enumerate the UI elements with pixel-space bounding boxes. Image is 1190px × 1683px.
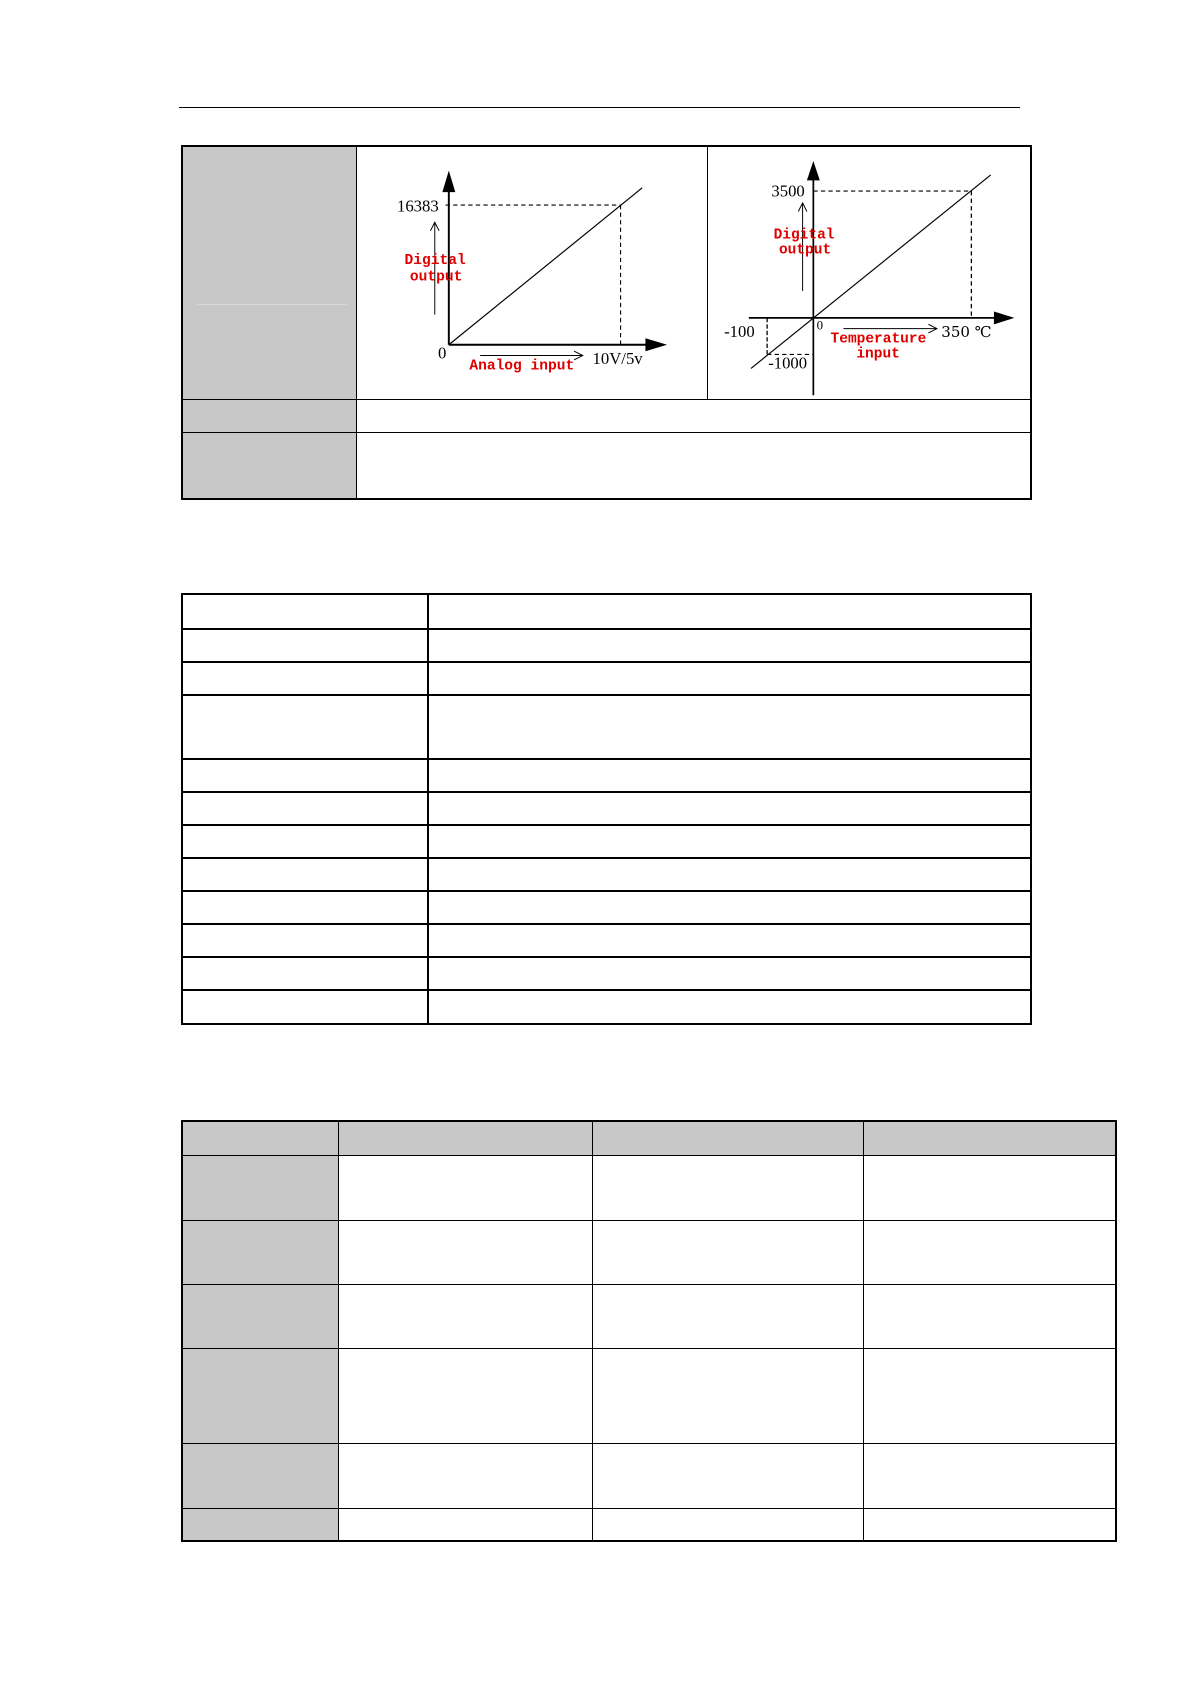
table-row [182,629,1031,662]
table-cell [182,629,428,662]
table-cell [592,1443,863,1508]
x-max-label: 10V/5v [591,349,643,369]
table-cell [338,1220,592,1284]
x-max-label: 350 ℃ [940,323,992,342]
y-max-label: 3500 [770,181,805,201]
row-header-cell [182,146,356,399]
table-cell [863,1284,1116,1348]
row-header-cell [182,1155,338,1220]
row-header-cell [182,1284,338,1348]
table-cell [863,1348,1116,1443]
header-rule [179,107,1020,108]
table-cell [182,759,428,792]
analog-input-diagram [357,147,707,399]
table-row [182,1443,1116,1508]
table-row [182,1348,1116,1443]
table-cell [428,891,1031,924]
header-cell [182,1121,338,1155]
table-cell [592,1348,863,1443]
table-row [182,891,1031,924]
table-row [182,858,1031,891]
table-cell [428,825,1031,858]
table-cell [592,1155,863,1220]
table-row [182,759,1031,792]
characteristics-table [181,145,1032,500]
table-cell [428,924,1031,957]
table-cell [592,1508,863,1541]
table-cell [428,594,1031,629]
table-row [182,399,1031,432]
table-row [182,957,1031,990]
analog-diagram-cell [356,146,707,399]
table-row [182,1155,1116,1220]
table-cell [338,1443,592,1508]
y-axis-label-line1: Digital [404,253,466,270]
x-axis-arrowhead [645,338,667,351]
table-cell [182,825,428,858]
row-header-cell [182,1220,338,1284]
table-cell [182,990,428,1024]
table-row [182,146,1031,399]
table-row [182,662,1031,695]
table-cell [182,695,428,759]
y-max-label: 16383 [396,196,439,216]
row-header-cell [182,1348,338,1443]
row-header-cell [182,399,356,432]
table-cell [592,1220,863,1284]
table-cell [182,858,428,891]
y-axis-label-line2: output [778,242,831,259]
table-cell [428,792,1031,825]
y-axis-label-line1: Digital [773,227,835,244]
cell-divider [197,304,347,305]
x-axis-label-line1: Temperature [830,331,926,348]
row-header-cell [182,1443,338,1508]
table-cell [863,1508,1116,1541]
table-cell [863,1443,1116,1508]
table-cell [863,1155,1116,1220]
table-row [182,1284,1116,1348]
transfer-line [448,188,641,345]
x-axis-arrowhead [993,311,1013,324]
temperature-input-diagram [708,147,1031,399]
x-axis-label-line2: input [855,346,900,363]
header-cell [338,1121,592,1155]
x-axis-label: Analog input [468,358,574,375]
table-cell [592,1284,863,1348]
table-cell [428,629,1031,662]
table-row [182,825,1031,858]
table-cell [182,891,428,924]
y-axis-arrowhead [806,161,819,180]
origin-label: 0 [816,318,823,333]
table-cell [428,990,1031,1024]
header-cell [863,1121,1116,1155]
temperature-diagram-cell [707,146,1031,399]
origin-label: 0 [437,343,446,363]
row-header-cell [182,1508,338,1541]
y-axis-label-line2: output [409,269,462,286]
y-axis-arrowhead [442,171,455,192]
table-cell [182,594,428,629]
table-cell [182,924,428,957]
table-cell [182,957,428,990]
table-cell [338,1284,592,1348]
header-cell [592,1121,863,1155]
table-row [182,990,1031,1024]
table-cell [428,662,1031,695]
table-cell [182,792,428,825]
specification-table [181,593,1032,1025]
table-header-row [182,1121,1116,1155]
table-row [182,594,1031,629]
table-cell [338,1348,592,1443]
row-header-cell [182,432,356,499]
y-min-label: -1000 [767,353,807,373]
table-cell [428,695,1031,759]
table-row [182,792,1031,825]
table-cell [428,858,1031,891]
table-row [182,432,1031,499]
x-min-label: -100 [723,322,755,342]
table-cell [356,399,1031,432]
table-row [182,1508,1116,1541]
table-row [182,1220,1116,1284]
table-row [182,695,1031,759]
table-row [182,924,1031,957]
table-cell [863,1220,1116,1284]
table-cell [338,1155,592,1220]
table-cell [182,662,428,695]
comparison-table [181,1120,1117,1542]
table-cell [428,957,1031,990]
table-cell [338,1508,592,1541]
table-cell [356,432,1031,499]
table-cell [428,759,1031,792]
